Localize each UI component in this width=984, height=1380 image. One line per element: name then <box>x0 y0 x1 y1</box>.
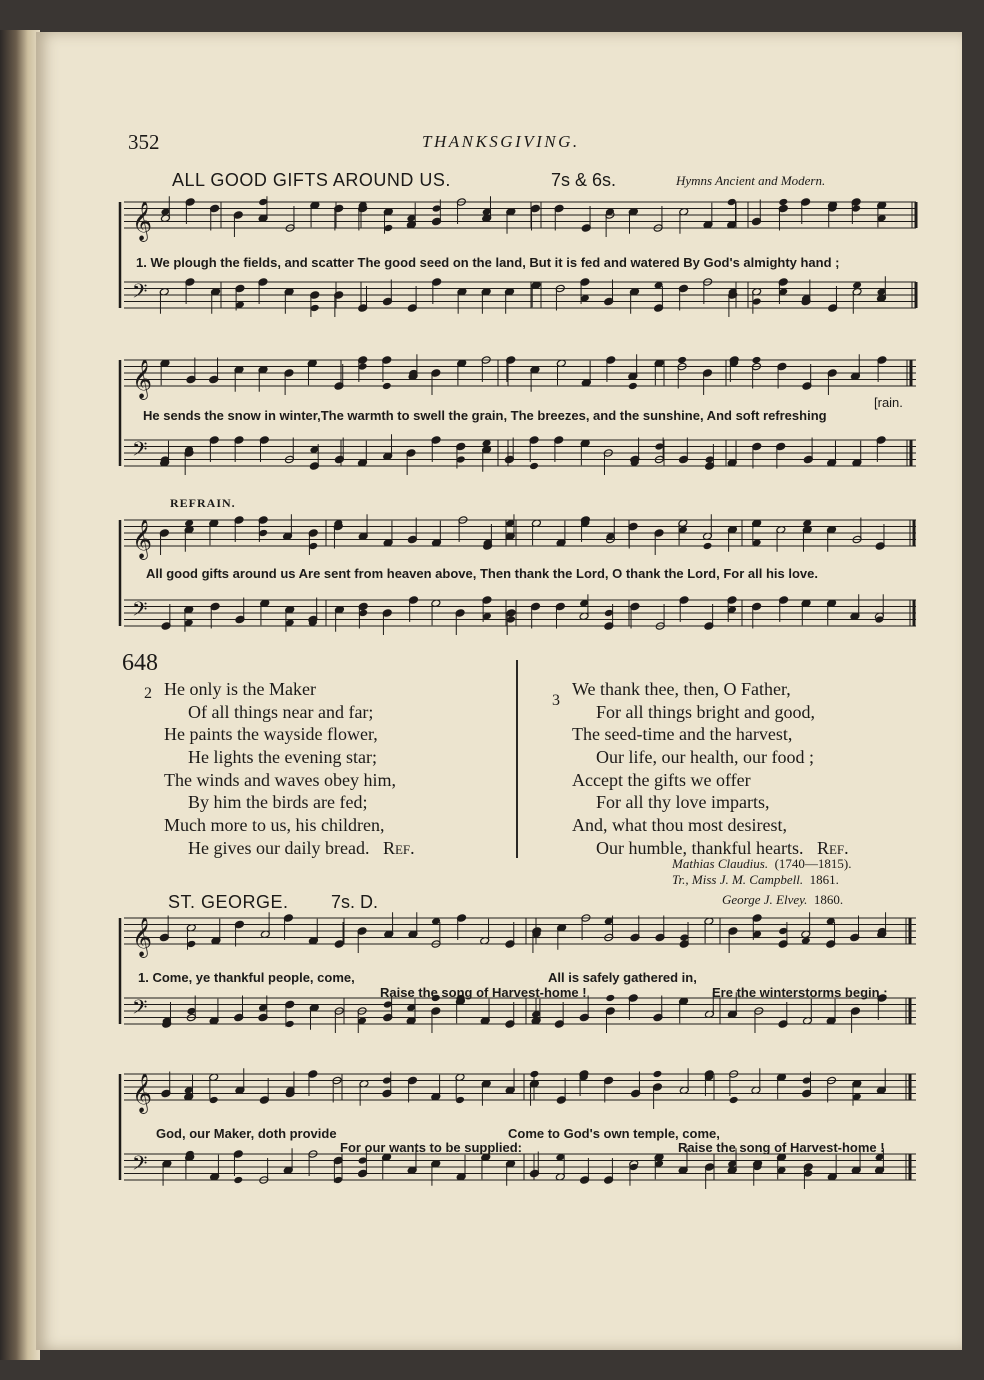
stanza-line: Of all things near and far; <box>188 701 374 722</box>
translator-year: 1861. <box>809 872 839 887</box>
tune-title-st-george: ST. GEORGE. <box>168 892 289 912</box>
tune-meter: 7s. D. <box>331 892 379 912</box>
note-head <box>729 1096 739 1105</box>
page-number: 352 <box>128 130 160 154</box>
note-head <box>751 356 761 365</box>
lyric-line: 1. Come, ye thankful people, come, <box>138 970 355 985</box>
hymnal-page <box>36 32 962 1350</box>
note-head <box>677 356 687 365</box>
running-head: THANKSGIVING. <box>422 132 580 151</box>
refrain-label: REFRAIN. <box>170 496 236 510</box>
translator-name: Tr., Miss J. M. Campbell. <box>672 872 804 887</box>
column-divider <box>516 660 518 858</box>
tune-source: Hymns Ancient and Modern. <box>676 173 826 188</box>
stanza-line-text: Our humble, thankful hearts. <box>596 837 804 858</box>
note-head <box>529 462 539 471</box>
treble-clef-icon: 𝄞 <box>132 519 153 559</box>
bass-clef-icon: 𝄢 <box>132 597 148 626</box>
lyric-line: He sends the snow in winter,The warmth to swell the grain, The breezes, and the sunshine, And soft refreshing <box>143 408 827 423</box>
stanza-line: He only is the Maker <box>164 679 316 699</box>
stanza-2 <box>144 678 415 860</box>
lyric-line: Come to God's own temple, come, <box>508 1126 720 1141</box>
lyric-line: For our wants to be supplied: <box>340 1140 522 1155</box>
composer-year: 1860. <box>813 892 844 907</box>
stanza-line: Our life, our health, our food ; <box>596 747 814 768</box>
note-head <box>233 1176 243 1185</box>
note-head <box>605 994 615 1003</box>
stanza-line: Much more to us, his children, <box>164 815 385 836</box>
stanza-line: The winds and waves obey him, <box>164 769 396 790</box>
stanza-3 <box>552 678 849 860</box>
lyric-line: Raise the song of Harvest-home ! <box>678 1140 885 1155</box>
stanza-number: 2 <box>144 685 152 702</box>
bass-clef-icon: 𝄢 <box>132 995 148 1024</box>
refrain-lyric: All good gifts around us Are sent from heaven above, Then thank the Lord, O thank the Lord, For all his love. <box>146 566 818 581</box>
lyric-line: 1. We plough the fields, and scatter The good seed on the land, But it is fed and watered By God's almighty hand ; <box>136 255 840 270</box>
treble-clef-icon: 𝄞 <box>132 1073 153 1113</box>
bass-clef-icon: 𝄢 <box>132 437 148 466</box>
note-head <box>652 1070 662 1079</box>
stanza-line: He paints the wayside flower, <box>164 724 378 745</box>
stanza-line: We thank thee, then, O Father, <box>572 679 791 699</box>
note-head <box>628 382 638 391</box>
treble-clef-icon: 𝄞 <box>132 359 153 399</box>
lyric-line: Ere the winterstorms begin : <box>712 985 888 1000</box>
lyric-line: Raise the song of Harvest-home ! <box>380 985 587 1000</box>
stanza-line: And, what thou most desirest, <box>572 815 787 836</box>
lyric-line-continuation: [rain. <box>874 395 903 410</box>
stanza-line: For all thy love imparts, <box>596 792 770 813</box>
stanza-line: Accept the gifts we offer <box>572 769 751 790</box>
note-head <box>529 1070 539 1079</box>
stanza-line-text: He gives our daily bread. <box>188 837 370 858</box>
translator-credit <box>672 872 839 888</box>
author-credit <box>672 856 852 872</box>
book-spine-edge <box>0 30 40 1360</box>
stanza-line: For all things bright and good, <box>596 701 815 722</box>
stanza-line: He lights the evening star; <box>188 747 377 768</box>
bass-clef-icon: 𝄢 <box>132 1151 148 1180</box>
lyric-line: God, our Maker, doth provide <box>156 1126 337 1141</box>
composer-name: George J. Elvey. <box>722 892 808 907</box>
composer-credit <box>722 892 843 908</box>
author-name: Mathias Claudius. <box>672 856 769 871</box>
lyric-line: All is safely gathered in, <box>548 970 697 985</box>
bass-clef-icon: 𝄢 <box>132 279 148 308</box>
refrain-marker: Ref. <box>816 837 849 858</box>
treble-clef-icon: 𝄞 <box>132 201 153 241</box>
tune-title-all-good-gifts: ALL GOOD GIFTS AROUND US. <box>172 170 451 190</box>
note-head <box>382 382 392 391</box>
note-head <box>778 198 788 207</box>
treble-clef-icon: 𝄞 <box>132 917 153 957</box>
tune-meter: 7s & 6s. <box>551 170 617 190</box>
stanza-number: 3 <box>552 692 560 709</box>
hymn-number: 648 <box>122 650 158 676</box>
refrain-marker: Ref. <box>382 837 415 858</box>
stanza-line: By him the birds are fed; <box>188 792 368 813</box>
author-years: (1740—1815). <box>774 856 852 871</box>
stanza-line: The seed-time and the harvest, <box>572 724 793 745</box>
stanza-line-last <box>164 837 415 860</box>
note-head <box>703 542 713 551</box>
